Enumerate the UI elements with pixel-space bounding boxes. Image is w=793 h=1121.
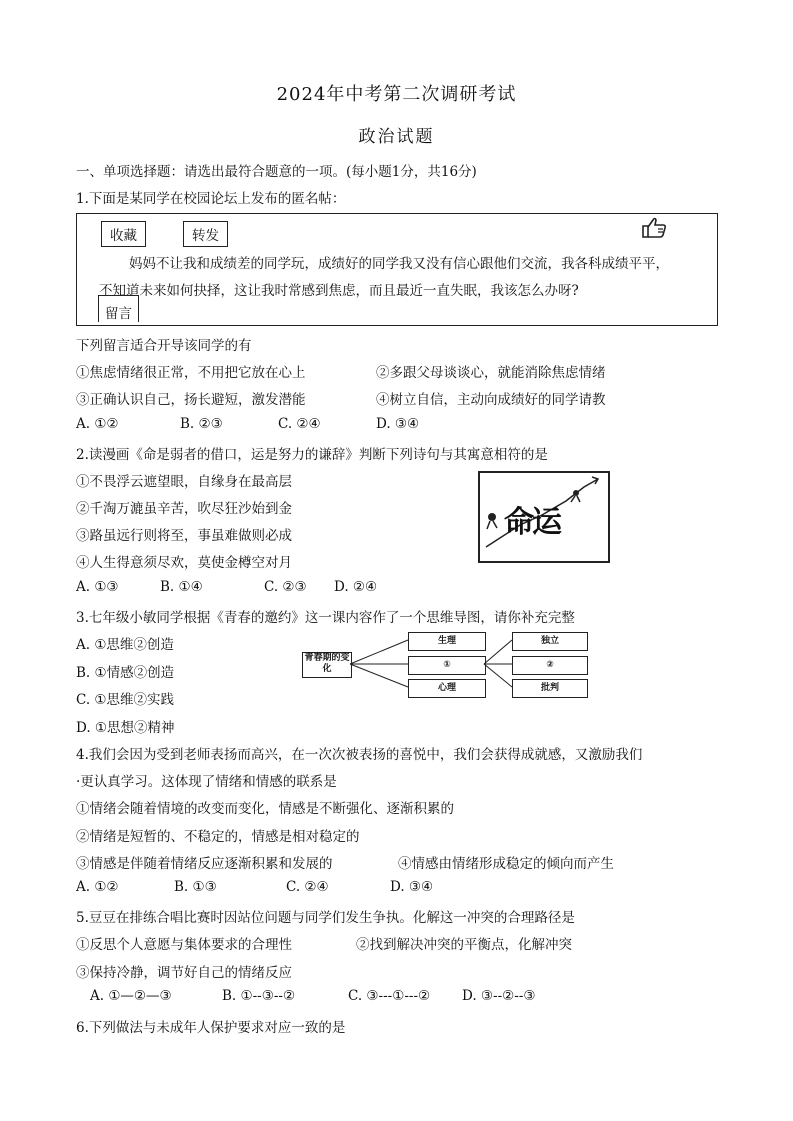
q4-choice-a[interactable]: A. ①② — [76, 879, 119, 895]
mind-map-node-psychology: 心理 — [408, 679, 486, 698]
q6-stem: 6.下列做法与未成年人保护要求对应一致的是 — [76, 1020, 346, 1036]
q1-option-2: ②多跟父母谈谈心，就能消除焦虑情绪 — [376, 365, 606, 381]
q4-option-4: ④情感由情绪形成稳定的倾向而产生 — [398, 856, 614, 872]
q2-option-1: ①不畏浮云遮望眼，自缘身在最高层 — [76, 474, 292, 490]
cartoon-caption: 命运 — [504, 505, 560, 540]
q4-choice-d[interactable]: D. ③④ — [390, 879, 434, 895]
q1-choice-d[interactable]: D. ③④ — [376, 416, 420, 432]
q4-choice-b[interactable]: B. ①③ — [174, 879, 217, 895]
q1-choice-a[interactable]: A. ①② — [76, 416, 119, 432]
q5-option-3: ③保持冷静，调节好自己的情绪反应 — [76, 965, 292, 981]
q3-choice-c[interactable]: C. ①思维②实践 — [76, 692, 175, 708]
q4-option-1: ①情绪会随着情境的改变而变化，情感是不断强化、逐渐积累的 — [76, 801, 454, 817]
q5-option-2: ②找到解决冲突的平衡点，化解冲突 — [356, 937, 572, 953]
q4-choice-c[interactable]: C. ②④ — [286, 879, 329, 895]
post-body-line1: 妈妈不让我和成绩差的同学玩，成绩好的同学我又没有信心跟他们交流，我各科成绩平平， — [129, 256, 669, 272]
q3-choice-d[interactable]: D. ①思想②精神 — [76, 720, 175, 736]
q1-option-3: ③正确认识自己，扬长避短，激发潜能 — [76, 392, 306, 408]
q3-stem: 3.七年级小敏同学根据《青春的邀约》这一课内容作了一个思维导图，请你补充完整 — [76, 610, 575, 626]
mind-map-node-physiology: 生理 — [408, 632, 486, 651]
q4-option-2: ②情绪是短暂的、不稳定的，情感是相对稳定的 — [76, 829, 360, 845]
q2-option-3: ③路虽远行则将至，事虽难做则必成 — [76, 528, 292, 544]
q2-choice-c[interactable]: C. ②③ — [264, 579, 307, 595]
q1-question: 下列留言适合开导该同学的有 — [76, 338, 252, 354]
q1-stem: 1.下面是某同学在校园论坛上发布的匿名帖： — [76, 191, 346, 207]
mind-map-node-blank-2: ② — [512, 656, 588, 675]
q2-option-4: ④人生得意须尽欢，莫使金樽空对月 — [76, 555, 292, 571]
q5-choice-a[interactable]: A. ①—②—③ — [90, 988, 172, 1004]
q1-choice-b[interactable]: B. ②③ — [180, 416, 223, 432]
mind-map-root: 青春期的变化 — [302, 652, 352, 678]
q2-choice-d[interactable]: D. ②④ — [334, 579, 378, 595]
q2-choice-a[interactable]: A. ①③ — [76, 579, 119, 595]
post-body-line2: 不知道未来如何抉择，这让我时常感到焦虑，而且最近一直失眠，我该怎么办呀? — [99, 283, 579, 299]
q2-option-2: ②千淘万漉虽辛苦，吹尽狂沙始到金 — [76, 501, 292, 517]
q5-choice-b[interactable]: B. ①--③--② — [222, 988, 296, 1004]
collect-button[interactable]: 收藏 — [101, 221, 146, 247]
q3-choice-a[interactable]: A. ①思维②创造 — [76, 637, 174, 653]
forward-button[interactable]: 转发 — [183, 221, 228, 247]
q2-stem: 2.读漫画《命是弱者的借口，运是努力的谦辞》判断下列诗句与其寓意相符的是 — [76, 447, 548, 463]
q1-option-1: ①焦虑情绪很正常，不用把它放在心上 — [76, 365, 306, 381]
mind-map-node-blank-1: ① — [408, 656, 486, 675]
q5-choice-c[interactable]: C. ③---①---② — [348, 988, 431, 1004]
thumbs-up-icon[interactable] — [640, 216, 668, 238]
exam-subtitle: 政治试题 — [358, 127, 435, 147]
forum-post — [76, 213, 718, 326]
exam-title: 2024年中考第二次调研考试 — [276, 84, 517, 105]
q5-choice-d[interactable]: D. ③--②--③ — [462, 988, 536, 1004]
q5-stem: 5.豆豆在排练合唱比赛时因站位问题与同学们发生争执。化解这一冲突的合理路径是 — [76, 910, 575, 926]
q4-stem-line1: 4.我们会因为受到老师表扬而高兴，在一次次被表扬的喜悦中，我们会获得成就感，又激励我们 — [76, 747, 643, 763]
mind-map-node-critical: 批判 — [512, 679, 588, 698]
mind-map — [300, 630, 590, 698]
q4-option-3: ③情感是伴随着情绪反应逐渐积累和发展的 — [76, 856, 333, 872]
q5-option-1: ①反思个人意愿与集体要求的合理性 — [76, 937, 292, 953]
q2-choice-b[interactable]: B. ①④ — [160, 579, 203, 595]
q3-choice-b[interactable]: B. ①情感②创造 — [76, 665, 175, 681]
q1-choice-c[interactable]: C. ②④ — [278, 416, 321, 432]
section-heading: 一、单项选择题：请选出最符合题意的一项。(每小题1分，共16分) — [76, 164, 477, 180]
q1-option-4: ④树立自信，主动向成绩好的同学请教 — [376, 392, 606, 408]
q4-stem-line2: ·更认真学习。这体现了情绪和情感的联系是 — [76, 774, 337, 790]
cartoon-image — [478, 471, 610, 563]
mind-map-node-independence: 独立 — [512, 632, 588, 651]
reply-button[interactable]: 留言 — [98, 295, 139, 322]
